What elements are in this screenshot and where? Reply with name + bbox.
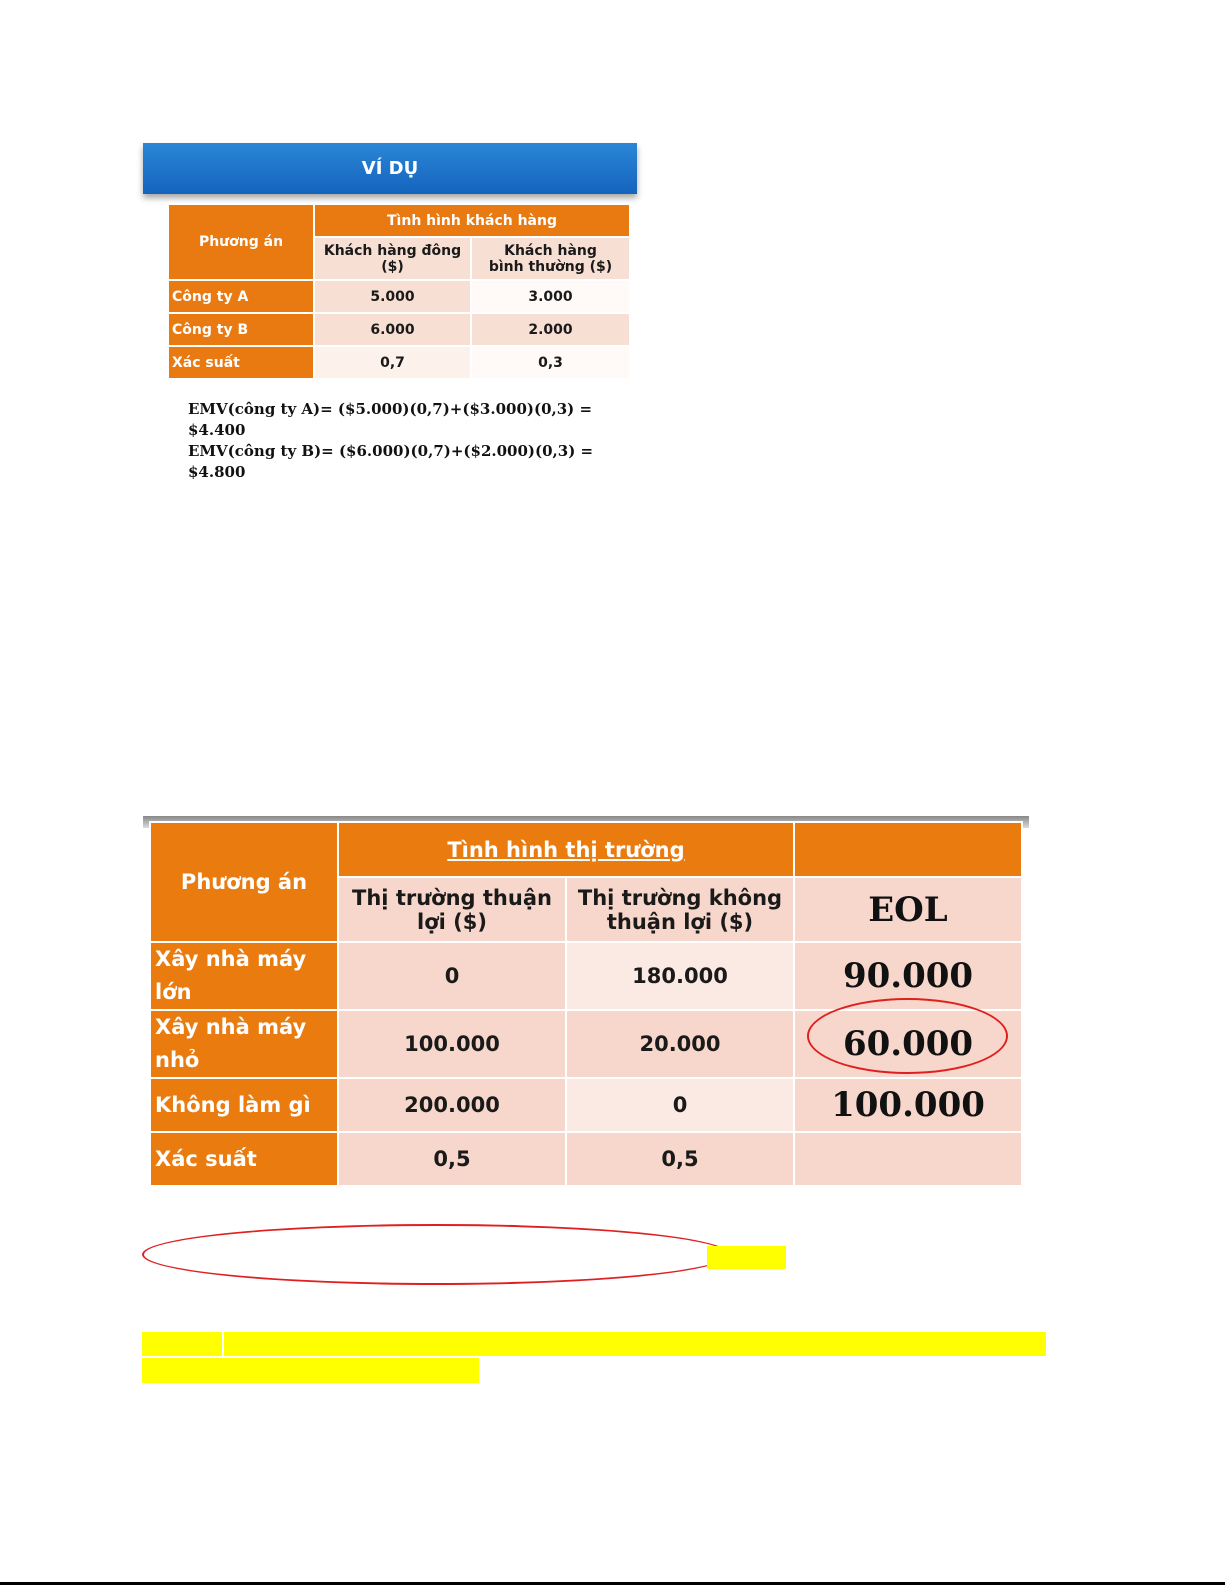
row-label-line1: Xây nhà máy: [155, 1015, 307, 1039]
row-label-line1: Xây nhà máy: [155, 947, 307, 971]
min-eol-circle-annotation: [807, 998, 1008, 1074]
row-label: Xác suất: [168, 346, 314, 379]
header-col1-line2: lợi ($): [417, 909, 487, 934]
highlight-mark: [142, 1358, 479, 1383]
highlight-mark: [707, 1246, 786, 1269]
header-option: Phương án: [150, 822, 338, 942]
header-col2-line1: Thị trường không: [577, 885, 783, 910]
table-row: [150, 1078, 1022, 1132]
eol-empty: [794, 1132, 1022, 1186]
row-label: Công ty B: [168, 313, 314, 346]
eol-value: 60.000: [794, 1010, 1022, 1078]
header-col2-line2: thuận lợi ($): [606, 909, 754, 934]
table-row: [168, 204, 630, 237]
red-ellipse-annotation: [142, 1224, 730, 1285]
header-col2: [471, 237, 630, 280]
header-empty: [794, 822, 1022, 877]
header-group: Tình hình khách hàng: [314, 204, 630, 237]
cell-value: 0,7: [314, 346, 471, 379]
cell-value: 3.000: [471, 280, 630, 313]
row-label: Xác suất: [150, 1132, 338, 1186]
cell-value: 0: [566, 1078, 794, 1132]
customer-payoff-table: [167, 203, 631, 380]
row-label-line2: lớn: [155, 980, 192, 1004]
cell-value: 0,3: [471, 346, 630, 379]
row-label: Không làm gì: [150, 1078, 338, 1132]
row-label: [150, 1010, 338, 1078]
cell-value: 20.000: [566, 1010, 794, 1078]
highlight-mark: [142, 1332, 222, 1356]
emv-line-b: EMV(công ty B)= ($6.000)(0,7)+($2.000)(0,3) = $4.800: [188, 442, 594, 481]
eol-value: 100.000: [794, 1078, 1022, 1132]
cell-value: 2.000: [471, 313, 630, 346]
cell-value: 6.000: [314, 313, 471, 346]
row-label: Công ty A: [168, 280, 314, 313]
header-col1: [338, 877, 566, 942]
header-col2: [566, 877, 794, 942]
header-col1-line1: Thị trường thuận: [352, 885, 552, 910]
example-banner: VÍ DỤ: [143, 143, 637, 194]
emv-line-a: EMV(công ty A)= ($5.000)(0,7)+($3.000)(0,3) = $4.400: [188, 400, 593, 439]
emv-formulas: [188, 399, 637, 483]
highlight-mark: [224, 1332, 1046, 1356]
cell-value: 0: [338, 942, 566, 1010]
header-group: Tình hình thị trường: [338, 822, 794, 877]
eol-value: 90.000: [794, 942, 1022, 1010]
cell-value: 100.000: [338, 1010, 566, 1078]
figure-example-table: [143, 143, 637, 481]
header-option: Phương án: [168, 204, 314, 280]
cell-value: 5.000: [314, 280, 471, 313]
cell-value: 200.000: [338, 1078, 566, 1132]
header-eol: EOL: [794, 877, 1022, 942]
cell-value: 180.000: [566, 942, 794, 1010]
row-label-line2: nhỏ: [155, 1048, 200, 1072]
header-col2-line1: Khách hàng: [504, 242, 597, 259]
table-row: [150, 822, 1022, 877]
table-row: [168, 313, 630, 346]
header-col2-line2: bình thường ($): [488, 258, 613, 275]
table-row: [168, 280, 630, 313]
cell-value: 0,5: [566, 1132, 794, 1186]
cell-value: 0,5: [338, 1132, 566, 1186]
table-row: [150, 1132, 1022, 1186]
table-row: [168, 346, 630, 379]
row-label: [150, 942, 338, 1010]
header-col1: Khách hàng đông ($): [314, 237, 471, 280]
